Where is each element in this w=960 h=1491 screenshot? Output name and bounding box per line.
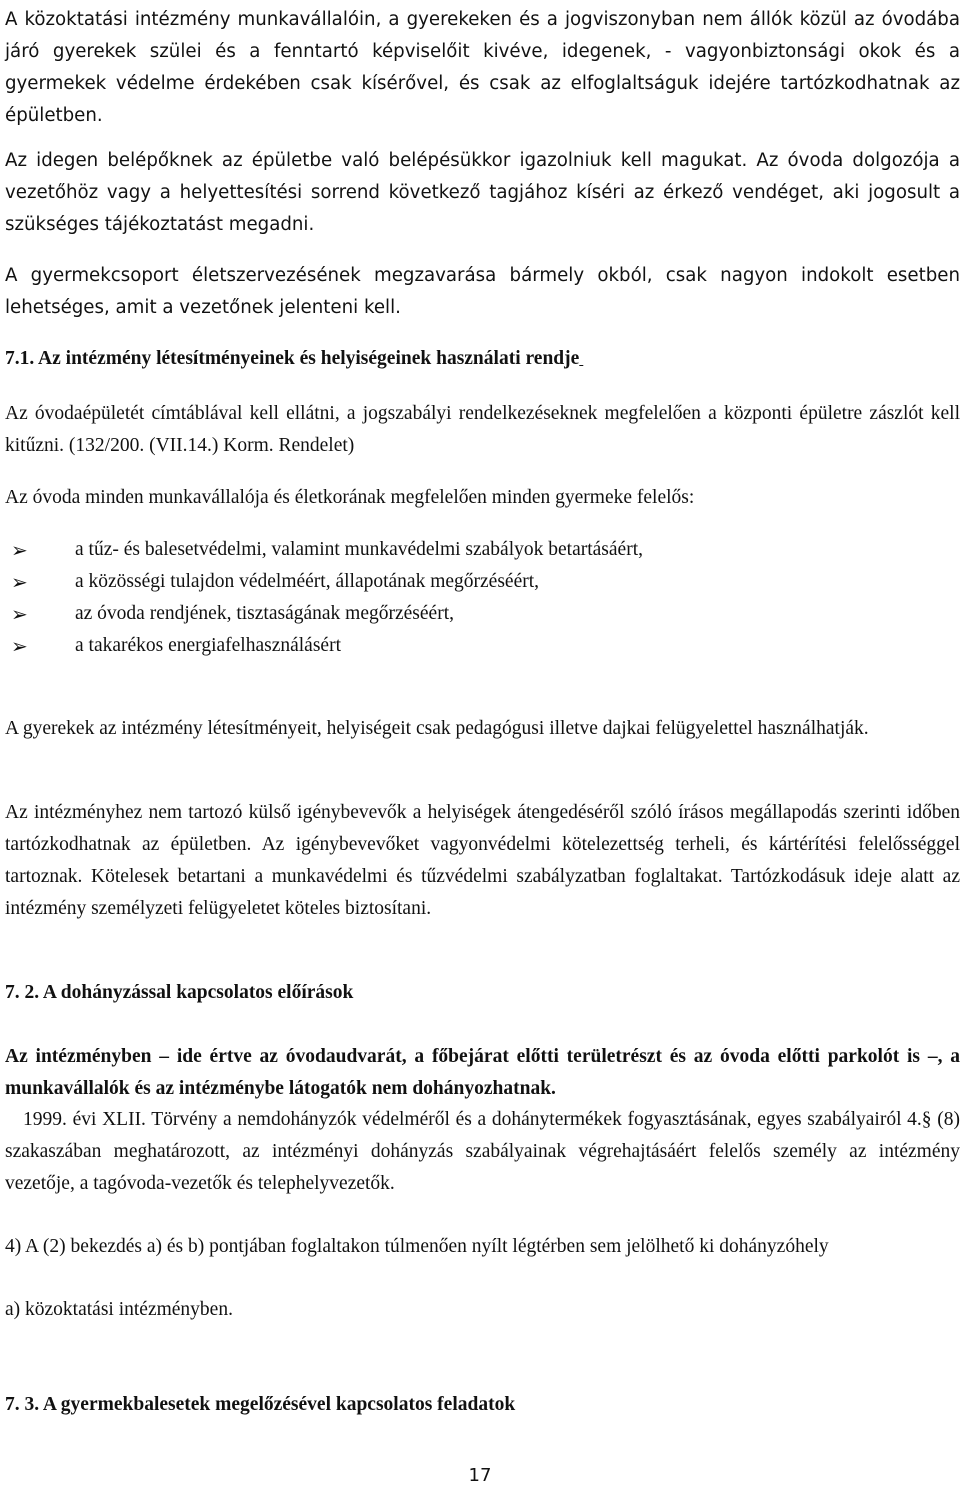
paragraph-open-air: 4) A (2) bekezdés a) és b) pontjában foglaltakon túlmenően nyílt légtérben sem jelölhető ki dohányzóhely xyxy=(5,1236,829,1257)
arrowhead-icon: ➢ xyxy=(11,602,28,626)
heading-7-1-text: 7.1. Az intézmény létesítményeinek és helyiségeinek használati rendje xyxy=(5,348,580,369)
list-item: ➢ a tűz- és balesetvédelmi, valamint munkavédelmi szabályok betartásáért, xyxy=(5,534,960,566)
paragraph-identification: Az idegen belépőknek az épületbe való belépésükkor igazolniuk kell magukat. Az óvoda dolgozója a vezetőhöz vagy a helyettesítési sorrend következő tagjához kíséri az érkező vendéget, aki jogosult a szükséges tájékoztatást megadni. xyxy=(5,150,960,235)
heading-7-2: 7. 2. A dohányzással kapcsolatos előírások xyxy=(5,982,354,1003)
paragraph-institution: a) közoktatási intézményben. xyxy=(5,1299,233,1320)
arrowhead-icon: ➢ xyxy=(11,634,28,658)
paragraph-signage: Az óvodaépületét címtáblával kell ellátni, a jogszabályi rendelkezéseknek megfelelően a központi épületre zászlót kell kitűzni. (132/200. (VII.14.) Korm. Rendelet) xyxy=(5,403,960,456)
page-number: 17 xyxy=(468,1465,492,1486)
paragraph-group-disturbance: A gyermekcsoport életszervezésének megzavarása bármely okból, csak nagyon indokolt esetben lehetséges, amit a vezetőnek jelenteni kell. xyxy=(5,265,960,318)
arrowhead-icon: ➢ xyxy=(11,538,28,562)
paragraph-visitors: A közoktatási intézmény munkavállalóin, a gyerekeken és a jogviszonyban nem állók közül az óvodába járó gyerekek szülei és a fenntartó képviselőit kivéve, idegenek, - vagyonbiztonsági okok és a gyermekek védelme érdekében csak kísérővel, és csak az elfoglaltságuk idejére tartózkodhatnak az épületben. xyxy=(5,9,960,126)
list-item: ➢ a közösségi tulajdon védelméért, állapotának megőrzéséért, xyxy=(5,566,960,598)
paragraph-law-reference: 1999. évi XLII. Törvény a nemdohányzók védelméről és a dohánytermékek fogyasztásának, egyes szabályairól 4.§ (8) szakaszában meghatározott, az intézményi dohányzás szabályainak végrehajtásáért felelős személy az intézmény vezetője, a tagóvoda-vezetők és telephelyvezetők. xyxy=(5,1109,960,1194)
paragraph-no-smoking: Az intézményben – ide értve az óvodaudvarát, a főbejárat előtti területrészt és az óvoda előtti parkolót is –, a munkavállalók és az intézménybe látogatók nem dohányozhatnak. xyxy=(5,1046,960,1099)
arrowhead-icon: ➢ xyxy=(11,570,28,594)
paragraph-supervision: A gyerekek az intézmény létesítményeit, helyiségeit csak pedagógusi illetve dajkai felügyelettel használhatják. xyxy=(5,718,869,739)
paragraph-responsibility: Az óvoda minden munkavállalója és életkorának megfelelően minden gyermeke felelős: xyxy=(5,487,695,508)
list-item: ➢ az óvoda rendjének, tisztaságának megőrzéséért, xyxy=(5,598,960,630)
heading-7-1 xyxy=(5,343,960,375)
paragraph-external-users: Az intézményhez nem tartozó külső igénybevevők a helyiségek átengedéséről szóló írásos megállapodás szerinti időben tartózkodhatnak az épületben. Az igénybevevőket vagyonvédelmi kötelezettség terheli, és kártérítési felelősséggel tartoznak. Kötelesek betartani a munkavédelmi és tűzvédelmi szabályzatban foglaltakat. Tartózkodásuk ideje alatt az intézmény személyzeti felügyeletet köteles biztosítani. xyxy=(5,802,960,919)
responsibility-list xyxy=(5,534,960,662)
list-item: ➢ a takarékos energiafelhasználásért xyxy=(5,630,960,662)
heading-7-3: 7. 3. A gyermekbalesetek megelőzésével kapcsolatos feladatok xyxy=(5,1394,516,1415)
